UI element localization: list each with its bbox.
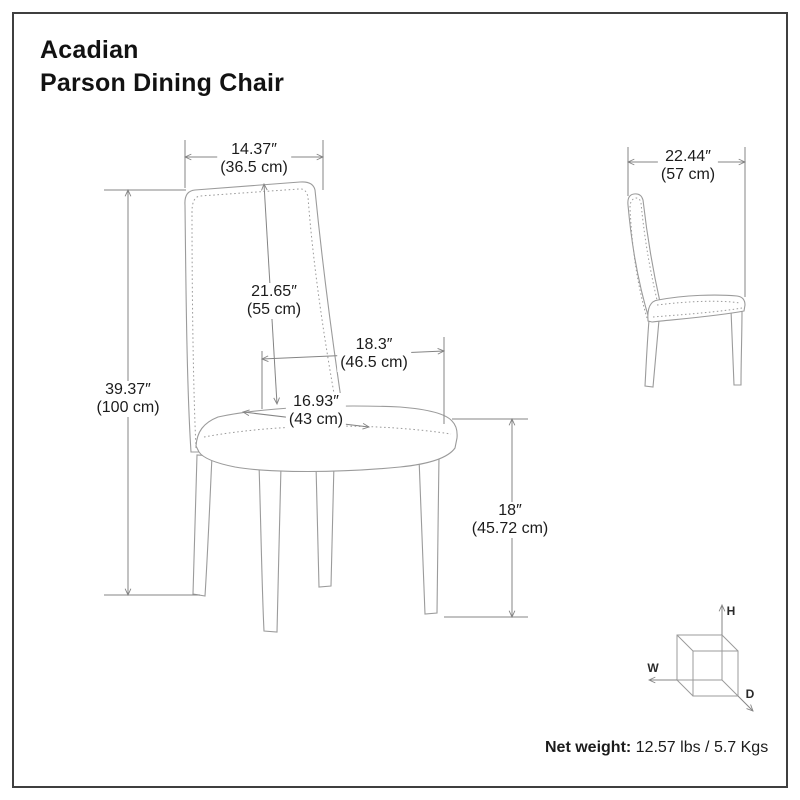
dimension-cube-icon [677, 635, 738, 696]
dim-label-seat-depth [286, 393, 346, 429]
dim-label-overall-height [93, 381, 162, 417]
dim-seat-width-cm: (46.5 cm) [340, 354, 408, 371]
dim-label-back-height [244, 283, 304, 319]
dim-label-seat-height [469, 502, 551, 538]
product-title [40, 34, 284, 100]
dim-back-height-cm: (55 cm) [246, 301, 302, 318]
dim-overall-height-cm: (100 cm) [96, 399, 160, 416]
dim-seat-height-inches: 18″ [498, 502, 522, 519]
axis-label-depth: D [745, 687, 755, 701]
side-view-drawing [628, 194, 745, 387]
net-weight [545, 739, 768, 757]
dim-seat-height-cm: (45.72 cm) [471, 520, 549, 537]
dim-overall-depth-inches: 22.44″ [665, 148, 711, 165]
dim-back-height-inches: 21.65″ [251, 283, 297, 300]
axis-label-width: W [647, 661, 659, 675]
axis-label-height: H [726, 604, 736, 618]
dim-seat-depth-cm: (43 cm) [288, 411, 344, 428]
dim-back-width-inches: 14.37″ [231, 141, 277, 158]
dim-label-overall-depth [658, 148, 718, 184]
dim-label-back-width [217, 141, 291, 177]
dim-label-seat-width [337, 336, 411, 372]
net-weight-value: 12.57 lbs / 5.7 Kgs [631, 739, 769, 756]
dim-back-width-cm: (36.5 cm) [220, 159, 288, 176]
net-weight-label: Net weight: [545, 739, 632, 756]
dim-seat-depth-inches: 16.93″ [293, 393, 339, 410]
product-title-line1: Acadian [40, 36, 139, 64]
dim-overall-depth-cm: (57 cm) [660, 166, 716, 183]
dim-overall-height-inches: 39.37″ [105, 381, 151, 398]
dim-seat-width-inches: 18.3″ [355, 336, 393, 353]
product-title-line2: Parson Dining Chair [40, 69, 285, 97]
